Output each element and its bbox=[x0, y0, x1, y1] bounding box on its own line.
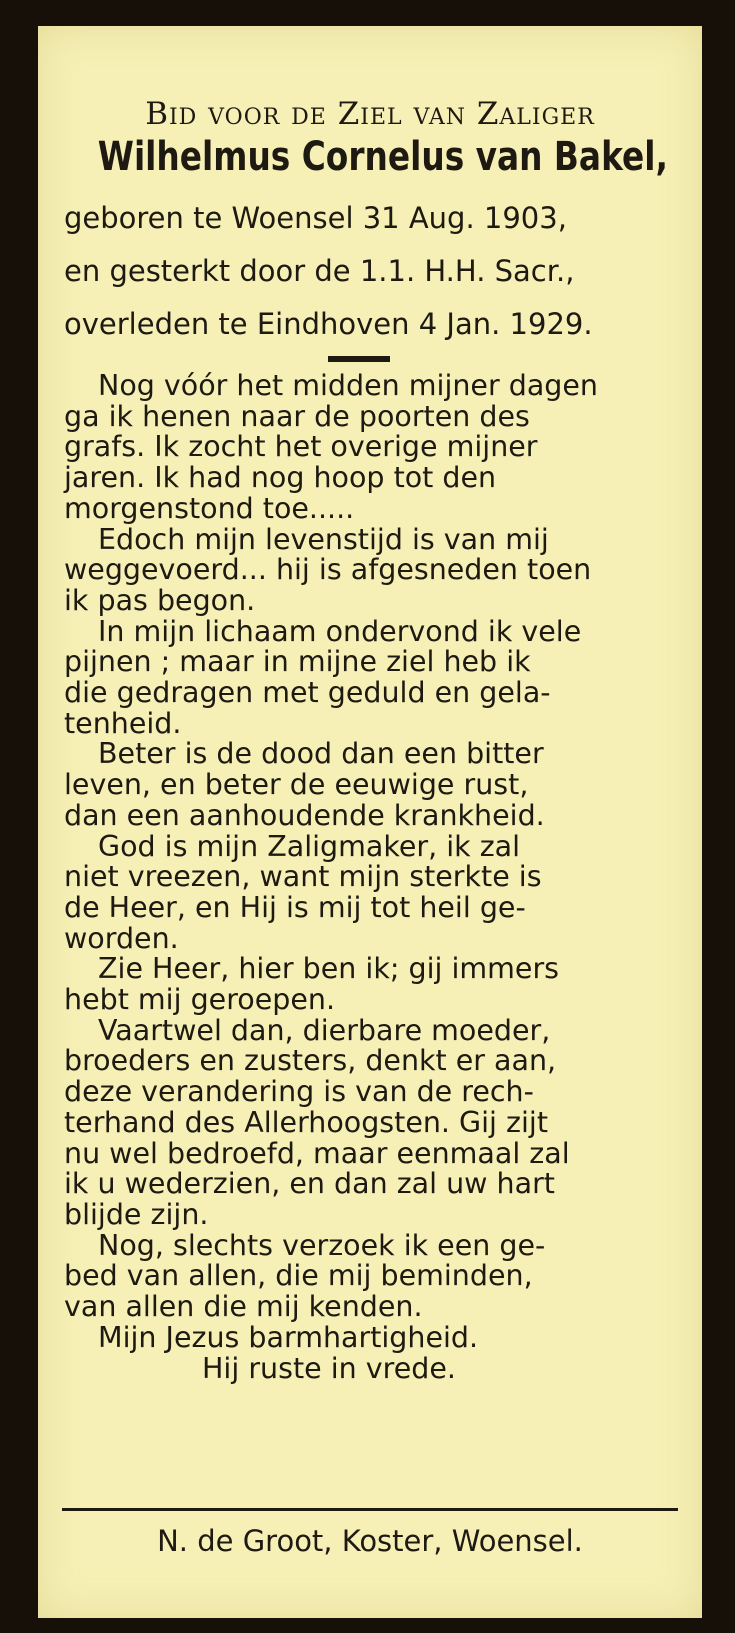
verse-line: niet vreezen, want mijn sterkte is bbox=[64, 860, 542, 894]
deceased-name: Wilhelmus Cornelus van Bakel, bbox=[97, 134, 668, 180]
footer-divider bbox=[62, 1508, 678, 1511]
verse-line: ik u wederzien, en dan zal uw hart bbox=[64, 1167, 555, 1201]
verse-line: pijnen ; maar in mijne ziel heb ik bbox=[64, 645, 531, 679]
verse-line: Hij ruste in vrede. bbox=[202, 1351, 456, 1385]
verse-line: broeders en zusters, denkt er aan, bbox=[64, 1044, 557, 1078]
verse-line: de Heer, en Hij is mij tot heil ge- bbox=[64, 890, 526, 924]
birth-line: geboren te Woensel 31 Aug. 1903, bbox=[64, 201, 567, 235]
verse-line: Mijn Jezus barmhartigheid. bbox=[98, 1320, 479, 1354]
verse-line: terhand des Allerhoogsten. Gij zijt bbox=[64, 1105, 548, 1139]
verse-line: grafs. Ik zocht het overige mijner bbox=[64, 430, 538, 464]
sacraments-line: en gesterkt door de 1.1. H.H. Sacr., bbox=[64, 254, 575, 288]
verse-line: ga ik henen naar de poorten des bbox=[64, 399, 530, 433]
verse-line: Edoch mijn levenstijd is van mij bbox=[98, 522, 549, 556]
verse-block bbox=[64, 371, 679, 1384]
verse-line: jaren. Ik had nog hoop tot den bbox=[64, 461, 497, 495]
verse-line: Zie Heer, hier ben ik; gij immers bbox=[98, 952, 560, 986]
verse-line: van allen die mij kenden. bbox=[64, 1290, 423, 1324]
printer-credit: N. de Groot, Koster, Woensel. bbox=[157, 1524, 583, 1558]
verse-line: God is mijn Zaligmaker, ik zal bbox=[98, 829, 521, 863]
card-heading: Bid voor de Ziel van Zaliger bbox=[145, 96, 595, 132]
verse-line: tenheid. bbox=[64, 706, 182, 740]
verse-line: Nog vóór het midden mijner dagen bbox=[98, 369, 598, 402]
verse-line: Vaartwel dan, dierbare moeder, bbox=[98, 1013, 551, 1047]
verse-line: blijde zijn. bbox=[64, 1197, 209, 1231]
verse-line: morgenstond toe..... bbox=[64, 491, 355, 525]
verse-line: hebt mij geroepen. bbox=[64, 983, 336, 1017]
verse-line: deze verandering is van de rech- bbox=[64, 1075, 534, 1109]
verse-line: bed van allen, die mij beminden, bbox=[64, 1259, 533, 1293]
verse-line: nu wel bedroefd, maar eenmaal zal bbox=[64, 1136, 570, 1170]
prayer-card bbox=[38, 26, 702, 1618]
verse-line: die gedragen met geduld en gela- bbox=[64, 676, 551, 710]
verse-line: Beter is de dood dan een bitter bbox=[98, 737, 544, 771]
verse-line: dan een aanhoudende krankheid. bbox=[64, 798, 545, 832]
verse-line: Nog, slechts verzoek ik een ge- bbox=[98, 1228, 546, 1262]
verse-line: ik pas begon. bbox=[64, 583, 256, 617]
verse-line: weggevoerd... hij is afgesneden toen bbox=[64, 553, 592, 587]
verse-line: worden. bbox=[64, 921, 179, 955]
short-divider bbox=[328, 356, 390, 362]
verse-line: leven, en beter de eeuwige rust, bbox=[64, 768, 529, 802]
death-line: overleden te Eindhoven 4 Jan. 1929. bbox=[64, 307, 593, 341]
verse-line: In mijn lichaam ondervond ik vele bbox=[98, 614, 582, 648]
